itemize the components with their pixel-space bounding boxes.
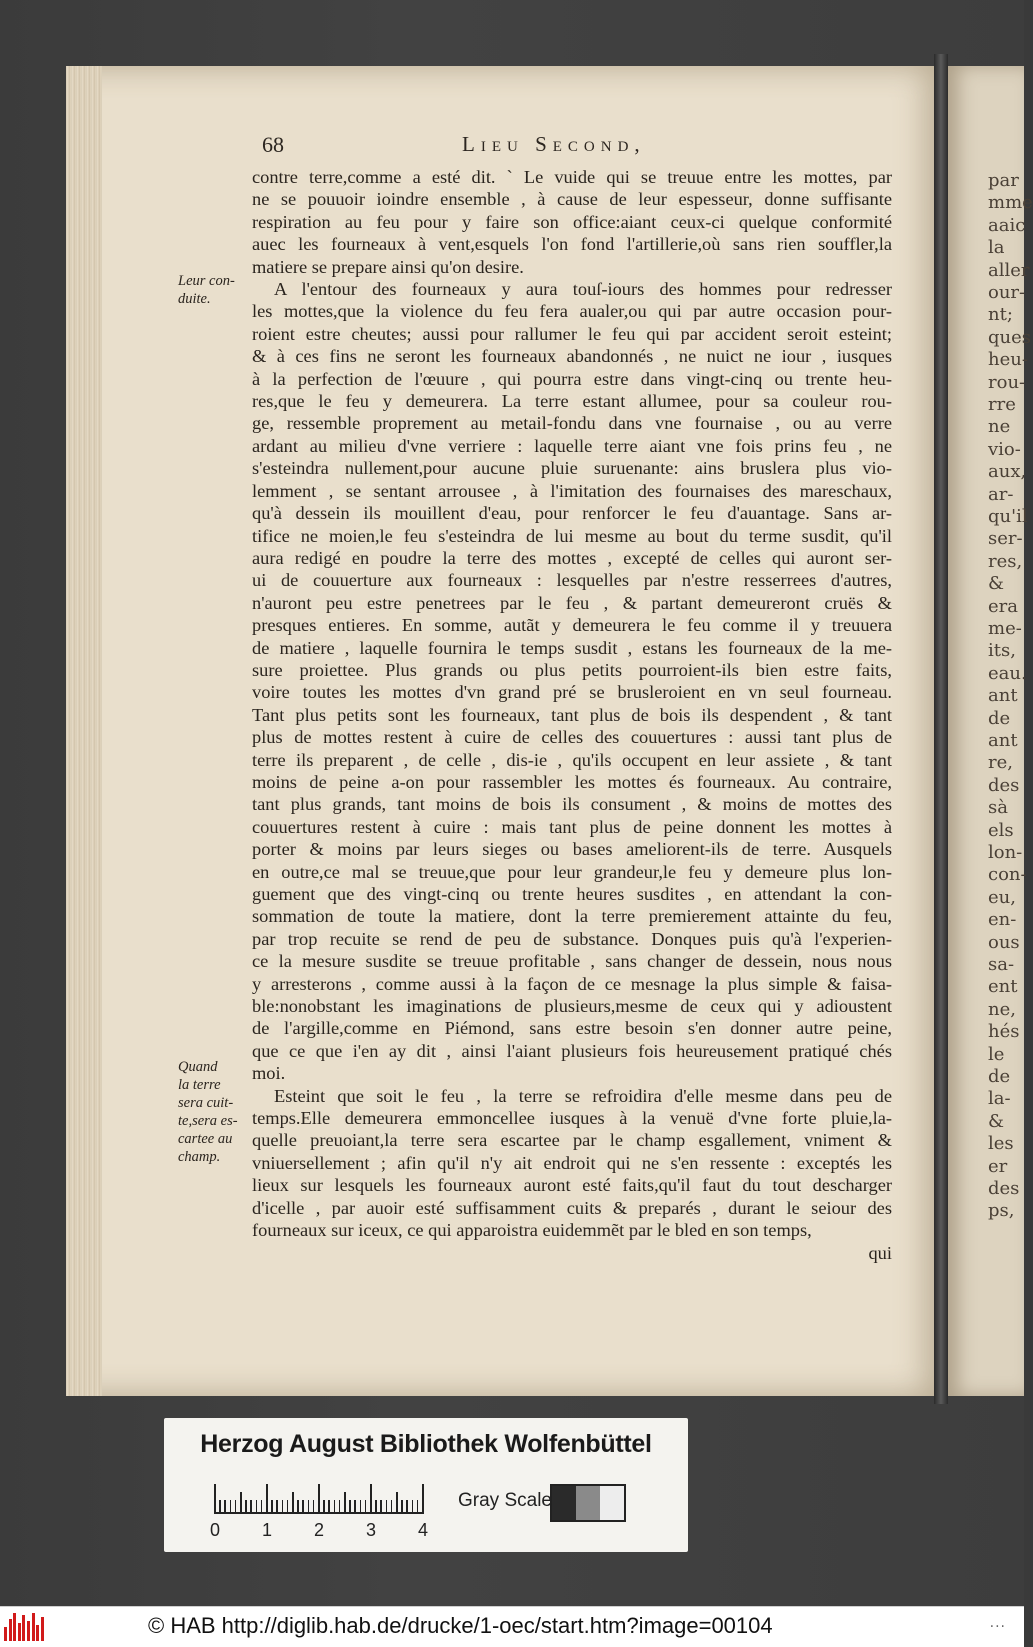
text-line: qu'à dessein ils mouillent d'eau, pour renforcer le feu d'auantage. Sans ar-: [252, 503, 892, 524]
next-page-fragment: la: [988, 237, 1005, 259]
next-page-fragment: de: [988, 707, 1011, 729]
text-line: quelle preuoiant,la terre sera escartee par le champ esgallement, vniment &: [252, 1130, 892, 1151]
next-page-fragment: heu-: [988, 349, 1028, 371]
next-page-fragment: &: [988, 573, 1005, 595]
next-page-fragment: ne: [988, 416, 1011, 438]
ruler-tick: [240, 1492, 242, 1514]
ruler-tick: [401, 1500, 403, 1514]
footer-credit[interactable]: © HAB http://diglib.hab.de/drucke/1-oec/start.htm?image=00104: [148, 1613, 773, 1638]
ruler-tick: [214, 1484, 216, 1514]
next-page-fragment: de: [988, 1066, 1011, 1087]
next-page-fragment: ques: [988, 326, 1032, 348]
text-line: Tant plus petits sont les fourneaux, tant plus de bois ils despendent , & tant: [252, 704, 892, 725]
text-line: y arresterons , comme aussi à la façon de ce mesnage la plus simple & faisa-: [252, 973, 892, 994]
more-options-icon[interactable]: ...: [989, 1615, 1006, 1631]
gray-swatch: [552, 1486, 576, 1520]
gray-swatch: [600, 1486, 624, 1520]
gray-swatch: [576, 1486, 600, 1520]
page-number: 68: [262, 132, 284, 157]
text-line: guement que des vingt-cinq ou trente heures susdites , en attendant la con-: [252, 884, 892, 904]
ruler-tick: [297, 1500, 299, 1514]
ruler-tick: [380, 1500, 382, 1514]
ruler-number: 3: [366, 1520, 377, 1540]
text-line: fourneaux sur iceux, ce qui apparoistra euidemmẽt par le bled en son temps,: [252, 1220, 812, 1241]
marginal-note-line: sera cuit-: [178, 1095, 234, 1111]
text-line: n'auront peu estre penetrees par le feu , & partant demeureront cruës &: [252, 592, 892, 613]
ruler-tick: [245, 1500, 247, 1514]
library-color-card: [164, 1418, 688, 1552]
text-line: ardant au milieu d'vne verriere : laquelle terre aiant vne fois prins feu , ne: [252, 435, 892, 456]
marginal-note-line: Quand: [178, 1059, 218, 1075]
text-line: par trop recuite se rend de peu de substance. Donques puis qu'à l'experien-: [252, 928, 892, 949]
next-page-fragment: con-: [988, 864, 1027, 886]
marginal-note-line: te,sera es-: [178, 1113, 238, 1129]
ruler-tick: [224, 1500, 226, 1514]
text-line: tant plus grands, tant moins de bois ils consument , & moins de mottes des: [252, 794, 892, 815]
text-line: temps.Elle demeurera emmoncellee iusques à la venuë d'vne forte pluie,la-: [252, 1108, 892, 1129]
ruler-tick: [417, 1500, 419, 1514]
text-line: ble:nonobstant les imaginations de plusieurs,mesme de ceux qui y adioustent: [252, 996, 892, 1017]
next-page-fragment: aller: [988, 259, 1030, 281]
text-line: terre ils preparent , de celle , dis-ie , qu'ils occupent en leur assiete , & tant: [252, 749, 892, 770]
running-head: Lieu Second,: [462, 132, 646, 156]
marginal-note-conduite: [178, 272, 258, 308]
text-line: ce la mesure susdite se treuue profitable , sans changer de dessein, nous nous: [252, 951, 892, 972]
next-page-fragment: eu,: [988, 886, 1016, 908]
next-page-fragment: sa-: [988, 954, 1015, 975]
ruler-tick: [365, 1500, 367, 1514]
marginal-note-terre-cuitte: [178, 1058, 258, 1166]
text-line: lieux sur lesquels les fourneaux auront esté faits,qu'il faut du tout descharger: [252, 1175, 892, 1196]
ruler-tick: [386, 1500, 388, 1514]
ruler-tick: [266, 1484, 268, 1514]
text-line: aura redigé en poudre la terre des mottes , excepté de celles qui auront ser-: [252, 547, 892, 568]
text-line: Esteint que soit le feu , la terre se refroidira d'elle mesme dans peu de: [274, 1085, 892, 1106]
next-page-fragment: its,: [988, 640, 1016, 662]
measurement-ruler: [214, 1482, 424, 1514]
next-page-fragment: res,: [988, 550, 1023, 572]
next-page-fragment: sà: [988, 797, 1008, 819]
ruler-tick: [412, 1500, 414, 1514]
text-line: sure proiettee. Plus grands ou plus petits pourroient-ils bien estre faits,: [252, 659, 892, 680]
library-name: Herzog August Bibliothek Wolfenbüttel: [200, 1430, 652, 1458]
ruler-tick: [271, 1500, 273, 1514]
text-line: ge, ressemble proprement au metail-fondu dans vne fournaise , ou au verre: [252, 413, 892, 434]
ruler-tick: [334, 1500, 336, 1514]
next-page-fragment: ne,: [988, 998, 1016, 1020]
text-line: lemment , se sentant arrousee , à l'imitation des fournaises des mareschaux,: [252, 480, 892, 501]
ruler-tick: [230, 1500, 232, 1514]
text-line: vniuersellement ; afin qu'il n'y ait endroit qui ne s'en ressente : exceptés les: [252, 1152, 892, 1173]
text-line: presques entieres. En somme, autãt y demeurera le feu comme il y treuuera: [252, 615, 892, 636]
text-line: que ce que i'en ay dit , ainsi l'aiant plusieurs fois heureusement pratiqué chés: [252, 1040, 892, 1061]
next-page-fragment: mme: [988, 192, 1033, 214]
ruler-tick: [323, 1500, 325, 1514]
text-line: auec les fourneaux à vent,esquels l'on fond l'artillerie,où sans rien souffler,la: [252, 234, 892, 255]
hab-logo-icon: [4, 1613, 46, 1641]
text-line: sommation de toute la matiere, dont la terre premierement attainte du feu,: [252, 906, 892, 927]
ruler-tick: [406, 1500, 408, 1514]
marginal-note-line: la terre: [178, 1077, 221, 1093]
ruler-tick: [360, 1500, 362, 1514]
next-page-fragment: aaic: [988, 214, 1026, 236]
next-page-fragment: ar-: [988, 483, 1014, 505]
ruler-numbers: [210, 1520, 454, 1542]
next-page-fragment: des: [988, 774, 1020, 796]
text-line: A l'entour des fourneaux y aura touſ-iours des hommes pour redresser: [274, 279, 892, 300]
text-line: les mottes,que la violence du feu fera aualer,ou qui par autre occasion pour-: [252, 301, 892, 322]
text-line: d'icelle , par auoir esté suffisamment cuits & preparés , durant le seiour des: [252, 1197, 892, 1218]
next-page-fragment: en-: [988, 909, 1017, 931]
text-line: à la perfection de l'œuure , qui pourra estre dans vingt-cinq ou trente heu-: [252, 368, 892, 389]
page-header: [262, 132, 902, 162]
next-page-fragment: rou-: [988, 371, 1026, 393]
ruler-tick: [256, 1500, 258, 1514]
ruler-tick: [313, 1500, 315, 1514]
next-page-fragment: lon-: [988, 842, 1023, 863]
next-page-fragment: les: [988, 1133, 1014, 1155]
next-page-fragment: ser-: [988, 528, 1023, 550]
text-line: couuertures restent à cuire : mais tant plus de peine donnent les mottes à: [252, 816, 892, 837]
text-line: res,que le feu y demeurera. La terre estant allumee, pour sa couleur rou-: [252, 391, 892, 412]
ruler-number: 4: [418, 1520, 429, 1540]
next-page-fragment: par: [988, 170, 1019, 191]
text-line: moins de peine a-on pour rassembler les mottes és fourneaux. Au contraire,: [252, 771, 892, 792]
ruler-tick: [349, 1500, 351, 1514]
next-page-fragment: vio-: [988, 438, 1021, 460]
next-page-fragment: ent: [988, 976, 1018, 998]
book-gutter: [934, 54, 948, 1404]
ruler-tick: [339, 1500, 341, 1514]
text-line: contre terre,comme a esté dit. ` Le vuide qui se treuue entre les mottes, par: [252, 167, 892, 187]
text-line: & à ces fins ne seront les fourneaux abandonnés , ne nuict ne iour , iusques: [252, 346, 892, 367]
next-page-fragment: rre: [988, 394, 1016, 415]
catchword: qui: [868, 1242, 892, 1263]
next-page-fragment: nt;: [988, 304, 1013, 326]
next-page-fragment: qu'il: [988, 506, 1028, 527]
text-line: respiration au feu pour y faire son office:aiant ceux-ci quelque conformité: [252, 211, 892, 232]
next-page-fragment: ant: [988, 730, 1018, 751]
next-page-edge: [948, 66, 1033, 1396]
ruler-tick: [422, 1484, 424, 1514]
ruler-tick: [282, 1500, 284, 1514]
gray-scale-swatches: [550, 1484, 626, 1522]
text-line: s'esteindra nullement,pour aucune pluie suruenante: ains bruslera plus vio-: [252, 458, 892, 479]
text-line: ne se pouuoir ioindre ensemble , à cause de leur espesseur, donne suffisante: [252, 189, 892, 210]
text-line: moi.: [252, 1063, 286, 1084]
next-page-fragment: la-: [988, 1088, 1011, 1110]
text-line: ui de couuerture aux fourneaux : lesquelles par n'estre resserrees d'autres,: [252, 570, 892, 591]
next-page-fragment: &: [988, 1110, 1005, 1132]
next-page-fragment: our-: [988, 282, 1026, 303]
next-page-fragment: aux,: [988, 461, 1027, 483]
marginal-note-line: duite.: [178, 291, 211, 307]
page-edge: [66, 66, 102, 1396]
text-line: de matiere , laquelle fournira le temps susdit , estans les fourneaux de la me-: [252, 637, 892, 658]
next-page-fragment: des: [988, 1178, 1020, 1199]
next-page-fragment: els: [988, 819, 1014, 841]
next-page-fragment: hés: [988, 1021, 1020, 1043]
ruler-tick: [276, 1500, 278, 1514]
ruler-tick: [354, 1500, 356, 1514]
text-line: roient estre cheutes; aussi pour rallumer le feu qui par accident seroit esteint;: [252, 323, 892, 344]
next-page-fragment: le: [988, 1043, 1005, 1065]
ruler-tick: [287, 1500, 289, 1514]
next-page-fragment: er: [988, 1155, 1008, 1177]
text-line: de l'argille,comme en Piémond, sans estre besoin s'en donner autre peine,: [252, 1018, 892, 1039]
ruler-tick: [235, 1500, 237, 1514]
text-line: voire toutes les mottes d'vn grand pré se brusleroient en vn seul fourneau.: [252, 682, 892, 703]
ruler-number: 1: [262, 1520, 273, 1540]
ruler-tick: [391, 1500, 393, 1514]
next-page-fragment: ous: [988, 931, 1020, 953]
ruler-tick: [318, 1484, 320, 1514]
next-page-fragment: me-: [988, 618, 1022, 639]
ruler-tick: [302, 1500, 304, 1514]
page-body-text: [252, 166, 892, 1264]
marginal-note-line: cartee au: [178, 1131, 233, 1147]
next-page-fragment: re,: [988, 752, 1013, 774]
gray-scale-label: Gray Scale: [458, 1490, 552, 1511]
ruler-tick: [292, 1492, 294, 1514]
text-line: matiere se prepare ainsi qu'on desire.: [252, 256, 524, 277]
ruler-tick: [396, 1492, 398, 1514]
text-line: tifice ne moien,le feu s'esteindra de lui mesme au bout du terme susdit, qu'il: [252, 525, 892, 546]
ruler-tick: [375, 1500, 377, 1514]
marginal-note-line: Leur con-: [178, 273, 235, 289]
ruler-tick: [370, 1484, 372, 1514]
ruler-number: 0: [210, 1520, 221, 1540]
next-page-fragment: ant: [988, 685, 1018, 707]
next-page-fragment: eau.: [988, 662, 1027, 684]
ruler-tick: [308, 1500, 310, 1514]
ruler-tick: [261, 1500, 263, 1514]
ruler-tick: [328, 1500, 330, 1514]
next-page-fragment: era: [988, 595, 1018, 617]
next-page-fragment: ps,: [988, 1200, 1015, 1222]
ruler-tick: [219, 1500, 221, 1514]
marginal-note-line: champ.: [178, 1149, 221, 1165]
ruler-tick: [344, 1492, 346, 1514]
text-line: plus de mottes restent à cuire de celles des couuertures : aussi tant plus de: [252, 727, 892, 748]
text-line: en outre,ce mal se treuue,que pour leur grandeur,le feu y demeure plus lon-: [252, 861, 892, 882]
footer-bar: [0, 1606, 1024, 1647]
ruler-tick: [250, 1500, 252, 1514]
ruler-number: 2: [314, 1520, 325, 1540]
text-line: porter & moins par leurs sieges ou bases ameliorent-ils de terre. Ausquels: [252, 839, 892, 860]
